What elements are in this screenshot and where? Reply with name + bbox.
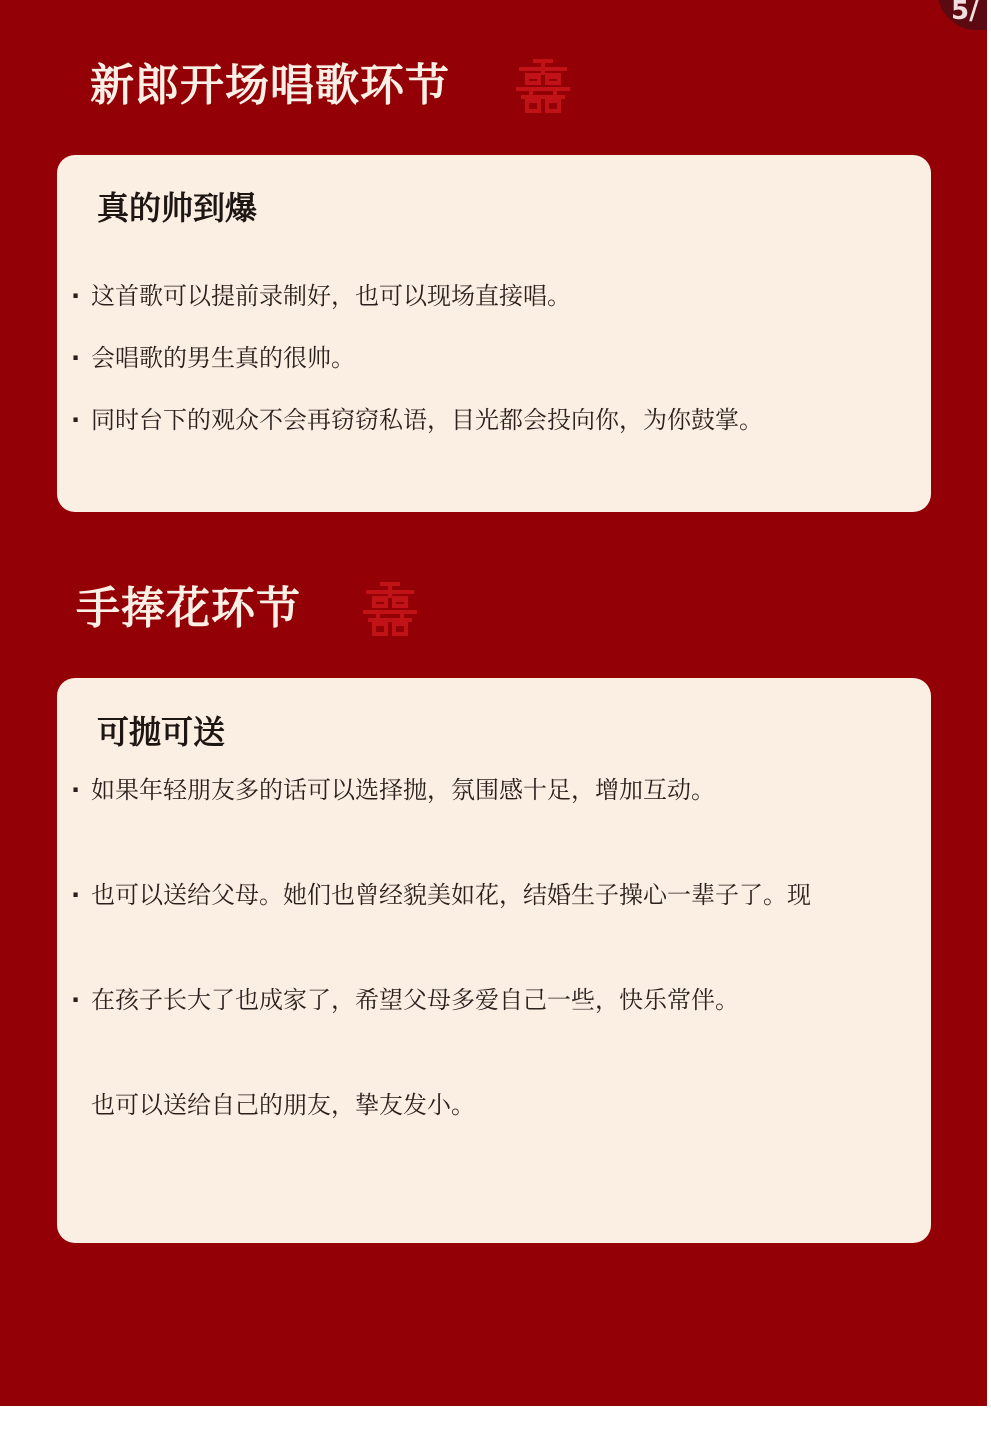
- list-item: [71, 343, 355, 373]
- list-item: [71, 281, 571, 311]
- page-indicator-text: 5/: [951, 0, 979, 26]
- card-heading: 可抛可送: [97, 713, 226, 751]
- bullet: ·: [71, 344, 81, 372]
- list-item-text: 也可以送给自己的朋友，挚友发小。: [91, 1091, 475, 1119]
- bullet: ·: [71, 986, 81, 1014]
- list-item-text: 在孩子长大了也成家了，希望父母多爱自己一些，快乐常伴。: [91, 986, 739, 1014]
- page-indicator: [937, 0, 987, 30]
- double-happiness-icon: [513, 57, 573, 117]
- bullet: ·: [71, 282, 81, 310]
- list-item: [71, 985, 739, 1015]
- list-item: [91, 1090, 475, 1120]
- bullet: ·: [71, 881, 81, 909]
- list-item-text: 这首歌可以提前录制好，也可以现场直接唱。: [91, 282, 571, 310]
- bullet: ·: [71, 776, 81, 804]
- list-item-text: 同时台下的观众不会再窃窃私语，目光都会投向你，为你鼓掌。: [91, 406, 763, 434]
- list-item-text: 会唱歌的男生真的很帅。: [91, 344, 355, 372]
- section-title-bouquet: 手捧花环节: [76, 583, 301, 634]
- card-heading: 真的帅到爆: [97, 189, 258, 227]
- double-happiness-icon: [360, 580, 420, 640]
- bullet: ·: [71, 406, 81, 434]
- list-item: [71, 880, 811, 910]
- list-item-text: 也可以送给父母。她们也曾经貌美如花，结婚生子操心一辈子了。现: [91, 881, 811, 909]
- list-item: [71, 775, 715, 805]
- card-singing: [57, 155, 931, 512]
- list-item: [71, 405, 763, 435]
- card-bouquet: [57, 678, 931, 1243]
- section-title-singing: 新郎开场唱歌环节: [90, 60, 450, 111]
- list-item-text: 如果年轻朋友多的话可以选择抛，氛围感十足，增加互动。: [91, 776, 715, 804]
